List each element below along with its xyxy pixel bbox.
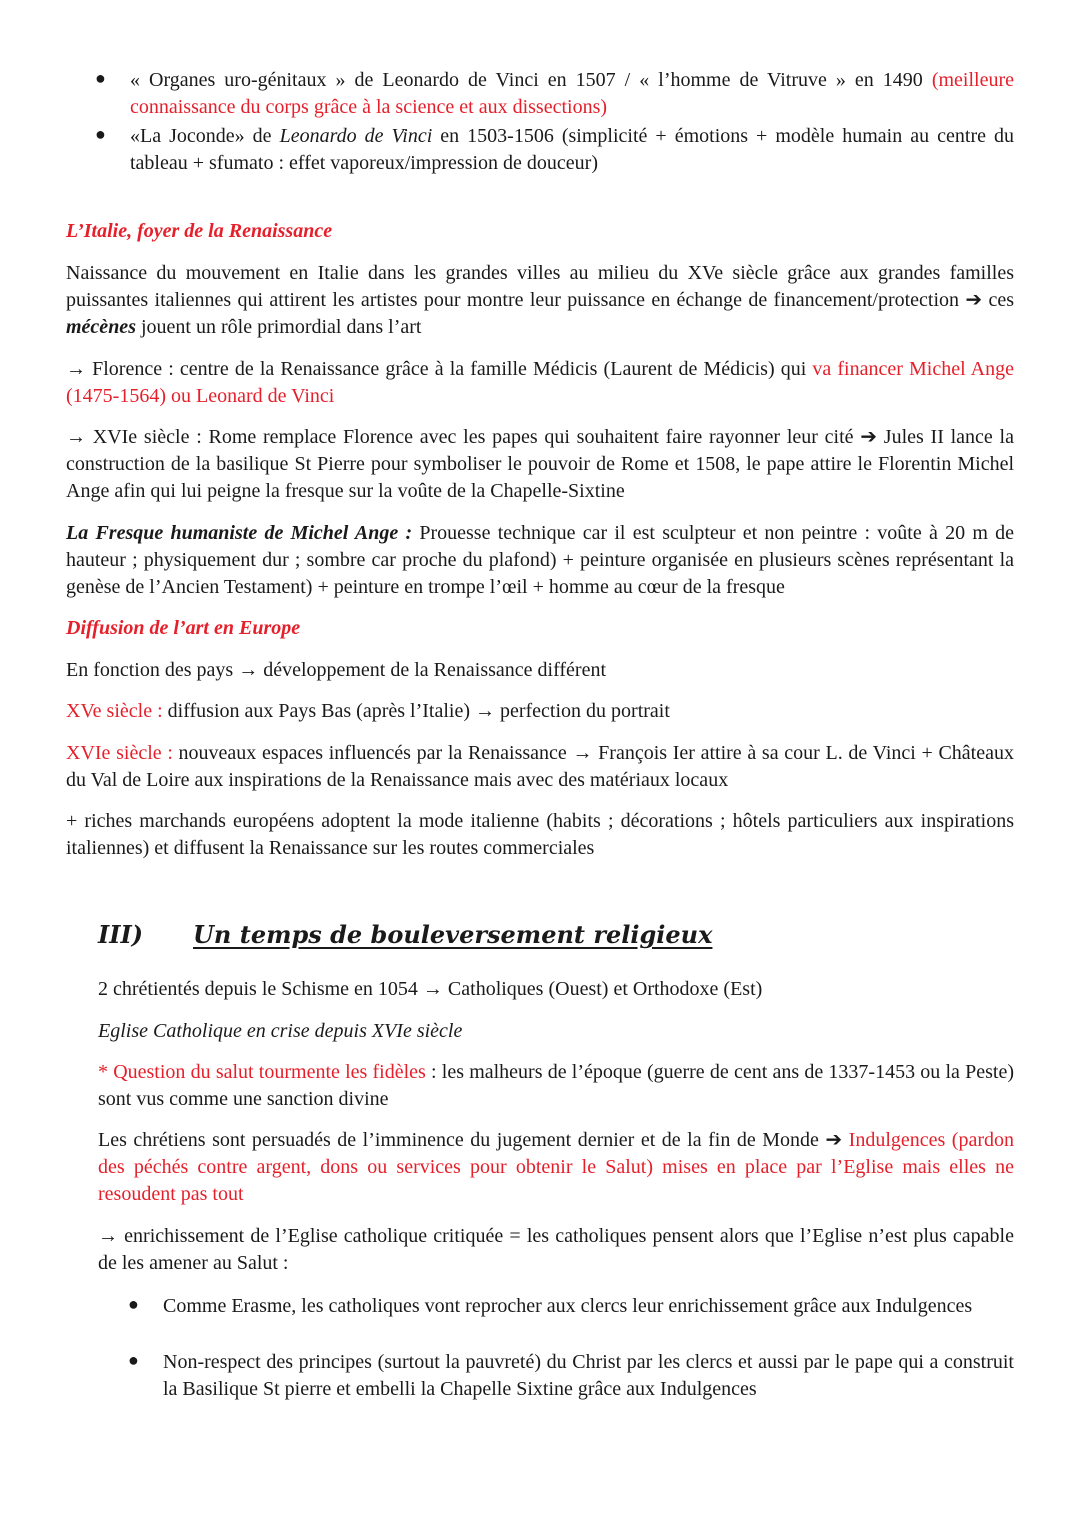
bullet-text: « Organes uro-génitaux » de Leonardo de Vinci en 1507 / « l’homme de Vitruve » en 1490 (meilleure connaissance du corps grâce à la science et aux dissections) bbox=[130, 69, 1014, 118]
bullet-text: Comme Erasme, les catholiques vont reprocher aux clercs leur enrichissement grâce aux Indulgences bbox=[163, 1295, 973, 1317]
paragraph-xvie: XVIe siècle : nouveaux espaces influencés par la Renaissance → François Ier attire à sa cour L. de Vinci + Châteaux du Val de Loire aux inspirations de la Renaissance mais avec des matériaux locaux bbox=[66, 742, 1014, 791]
heading-italie: L’Italie, foyer de la Renaissance bbox=[66, 220, 333, 242]
bullet-dot: ● bbox=[95, 124, 106, 144]
paragraph-marchands: + riches marchands européens adoptent la mode italienne (habits ; décorations ; hôtels particuliers aux inspirations italiennes) et diffusent la Renaissance sur les routes commerciales bbox=[66, 810, 1014, 859]
paragraph-salut: * Question du salut tourmente les fidèles : les malheurs de l’époque (guerre de cent ans de 1337-1453 ou la Peste) sont vus comme une sanction divine bbox=[98, 1061, 1014, 1110]
arrow-icon: ➔ bbox=[860, 426, 878, 448]
paragraph-schisme: 2 chrétientés depuis le Schisme en 1054 → Catholiques (Ouest) et Orthodoxe (Est) bbox=[98, 978, 763, 1000]
bullet-dot: ● bbox=[128, 1350, 139, 1370]
heading-diffusion: Diffusion de l’art en Europe bbox=[66, 617, 301, 639]
paragraph-xve: XVe siècle : diffusion aux Pays Bas (après l’Italie) → perfection du portrait bbox=[66, 700, 670, 722]
paragraph-fresque: La Fresque humaniste de Michel Ange : Prouesse technique car il est sculpteur et non peintre : voûte à 20 m de hauteur ; physiquement dur ; sombre car proche du plafond) + peinture organisée en plusieurs scènes représentant la genèse de l’Ancien Testament) + peinture en trompe l’œil + homme au cœur de la fresque bbox=[66, 522, 1015, 598]
paragraph-indulgences: Les chrétiens sont persuadés de l’imminence du jugement dernier et de la fin de Monde ➔ Indulgences (pardon des péchés contre argent, dons ou services pour obtenir le Salut) mises en place par l’Eglise mais elles ne resoudent pas tout bbox=[98, 1129, 1015, 1205]
paragraph-pays: En fonction des pays → développement de la Renaissance différent bbox=[66, 659, 607, 681]
paragraph-florence: → Florence : centre de la Renaissance grâce à la famille Médicis (Laurent de Médicis) qui va financer Michel Ange (1475-1564) ou Leonard de Vinci bbox=[66, 358, 1014, 407]
paragraph-enrichissement: → enrichissement de l’Eglise catholique critiquée = les catholiques pensent alors que l’Eglise n’est plus capable de les amener au Salut : bbox=[98, 1225, 1014, 1274]
arrow-icon: ➔ bbox=[825, 1129, 843, 1151]
section-number: III) bbox=[98, 920, 144, 949]
bullet-text: Non-respect des principes (surtout la pauvreté) du Christ par les clercs et aussi par le pape qui a construit la Basilique St pierre et embelli la Chapelle Sixtine grâce aux Indulgences bbox=[163, 1351, 1014, 1400]
bullet-dot: ● bbox=[95, 68, 106, 88]
paragraph-crise: Eglise Catholique en crise depuis XVIe siècle bbox=[98, 1020, 463, 1042]
bullet-dot: ● bbox=[128, 1294, 139, 1314]
section-title: Un temps de bouleversement religieux bbox=[193, 920, 713, 949]
arrow-icon: ➔ bbox=[965, 289, 983, 311]
paragraph-rome: → XVIe siècle : Rome remplace Florence avec les papes qui souhaitent faire rayonner leur cité ➔ Jules II lance la construction de la basilique St Pierre pour symboliser le pouvoir de Rome et 1508, le pape attire le Florentin Michel Ange afin qui lui peigne la fresque sur la voûte de la Chapelle-Sixtine bbox=[66, 426, 1014, 502]
paragraph-naissance: Naissance du mouvement en Italie dans les grandes villes au milieu du XVe siècle grâce aux grandes familles puissantes italiennes qui attirent les artistes pour montre leur puissance en échange de financement/protection ➔ ces mécènes jouent un rôle primordial dans l’art bbox=[66, 262, 1015, 338]
bullet-text: «La Joconde» de Leonardo de Vinci en 1503-1506 (simplicité + émotions + modèle humain au centre du tableau + sfumato : effet vaporeux/impression de douceur) bbox=[130, 125, 1015, 174]
